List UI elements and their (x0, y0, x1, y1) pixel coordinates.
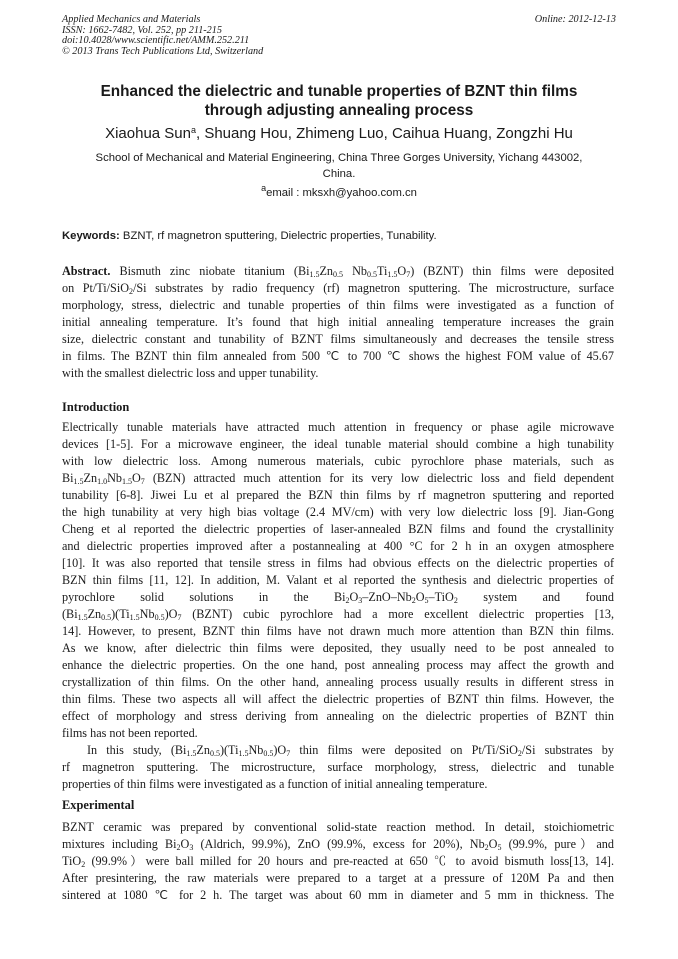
author-list (62, 124, 616, 144)
body-line: enhance the dielectric properties. On the one hand, post annealing process may affect the growth and (62, 658, 614, 672)
body-line: devices [1-5]. For a microwave engineer, the ideal tunable material should combine a high tunability (62, 437, 614, 451)
body-line: and dielectric properties improved after a postannealing at 400 °C for 2 h in an oxygen atmosphere (62, 539, 614, 553)
section-heading-experimental: Experimental (62, 798, 135, 812)
title-line-2: through adjusting annealing process (204, 102, 474, 119)
keywords-label: Keywords: (62, 230, 120, 242)
body-line: sintered at 1080 ℃ for 2 h. The target was about 60 mm in diameter and 5 mm in thickness. The (62, 888, 614, 902)
email-text: email : mksxh@yahoo.com.cn (266, 187, 417, 199)
body-line: As we know, after dielectric thin films were deposited, they usually need to be post annealed to (62, 641, 614, 655)
title-line-1: Enhanced the dielectric and tunable properties of BZNT thin films (100, 83, 578, 100)
body-line: effect of morphology and stress deriving from annealing on the dielectric properties of BZNT thin (62, 709, 614, 723)
body-line: properties of thin films were investigated as a function of initial annealing temperature. (62, 777, 488, 791)
abstract-line: initial annealing temperature. It’s found that high initial annealing temperature increases the grain (62, 315, 614, 329)
body-line: 14]. However, to present, BZNT thin films have not drawn much more attention than BZN thin films. (62, 624, 614, 638)
body-line: crystallization of thin films. On the other hand, annealing process usually results in different stress in (62, 675, 614, 689)
body-line: films has not been reported. (62, 726, 198, 740)
body-line: pyrochlore solid solutions in the $Bi_2O_3-ZnO-Nb_2O_5-TiO_2$ system and found (62, 590, 614, 605)
running-header (62, 15, 616, 57)
body-line: Cheng et al reported the dielectric properties of laser-annealed BZN films and found the crystallinity (62, 522, 614, 536)
abstract-line: in films. The BZNT thin film annealed from 500 ℃ to 700 ℃ shows the highest FOM value of 45.67 (62, 349, 614, 363)
paper-title (62, 82, 616, 120)
body-line: TiO$_2$ (99.9%）were ball milled for 20 hours and pre-reacted at 650 ℃ to avoid bismuth loss[13, 14]. (62, 854, 614, 869)
body-line: tunability [6-8]. Jiwei Lu et al prepared the BZN thin films by rf magnetron sputtering and reported (62, 488, 614, 502)
body-line: BZN thin films [11, 12]. In addition, M. Valant et al reported the synthesis and dielectric properties of (62, 573, 614, 587)
body-line: In this study, $(Bi_{1.5}Zn_{0.5})(Ti_{1.5}Nb_{0.5})O_7$ thin films were deposited on Pt/Ti/SiO$_2$/Si substrates by (87, 743, 614, 758)
keywords-text: BZNT, rf magnetron sputtering, Dielectric properties, Tunability. (119, 230, 437, 242)
body-line: mixtures including $Bi_2O_3$ (Aldrich, 99.9%), ZnO (99.9%, excess for 20%), $Nb_2O_5$ (99.9%, pure）and (62, 837, 614, 852)
body-line: Electrically tunable materials have attracted much attention in frequency or phase agile microwave (62, 420, 614, 434)
abstract-line: on Pt/Ti/SiO$_2$/Si substrates by radio frequency (rf) magnetron sputtering. The microstructure, surface (62, 281, 614, 296)
abstract-line: Abstract. Bismuth zinc niobate titanium ($Bi_{1.5}Zn_{0.5}$ $Nb_{0.5}Ti_{1.5}O_7$) (BZNT) thin films were deposited (62, 264, 614, 279)
affiliation-line-2: China. (322, 167, 356, 180)
experimental-body (62, 819, 614, 904)
body-line: thin films. These two aspects all will affect the dielectric properties of BZNT thin films. However, the (62, 692, 614, 706)
author-first: Xiaohua Sun (105, 125, 191, 142)
body-line: with low dielectric loss. Among numerous materials, cubic pyrochlore phase materials, such as (62, 454, 614, 468)
abstract-line: size, dielectric constant and tunability of BZNT films simultaneously and decreases the tensile stress (62, 332, 614, 346)
affiliation (62, 151, 616, 182)
doi-line: doi:10.4028/www.scientific.net/AMM.252.211 (62, 35, 250, 47)
abstract (62, 263, 614, 382)
abstract-label: Abstract. (62, 264, 111, 278)
body-line: the high tunability at very high bias voltage (2.4 MV/cm) with very low dielectric loss [9]. Jian-Gong (62, 505, 614, 519)
body-line: After presintering, the raw materials were prepared to a target at a pressure of 120M Pa and then (62, 871, 614, 885)
author-affil-mark: a (190, 125, 196, 135)
abstract-line: morphology, stress, dielectric and tunable properties of thin films were investigated as a function of (62, 298, 614, 312)
issn-line: ISSN: 1662-7482, Vol. 252, pp 211-215 (62, 24, 222, 36)
author-email (62, 183, 616, 200)
email-affil-mark: a (261, 183, 267, 193)
body-line: $(Bi_{1.5}Zn_{0.5})(Ti_{1.5}Nb_{0.5})O_7$ (BZNT) cubic pyrochlore had a more excellent dielectric properties [13, (62, 607, 614, 622)
abstract-line: with the smallest dielectric loss and upper tunability. (62, 366, 319, 380)
affiliation-line-1: School of Mechanical and Material Engineering, China Three Gorges University, Yichang 443002, (95, 152, 583, 164)
keywords (62, 229, 616, 243)
body-line: BZNT ceramic was prepared by conventional solid-state reaction method. In detail, stoichiometric (62, 820, 614, 834)
journal-name: Applied Mechanics and Materials (62, 14, 201, 25)
introduction-body (62, 419, 614, 793)
body-line: rf magnetron sputtering. The microstructure, surface morphology, stress, dielectric and tunable (62, 760, 614, 774)
body-line: $Bi_{1.5}Zn_{1.0}Nb_{1.5}O_7$ (BZN) attracted much attention for its very low dielectric loss and field dependent (62, 471, 614, 486)
section-heading-introduction: Introduction (62, 400, 130, 414)
body-line: [10]. It was also reported that tensile stress in films had obvious effects on the dielectric properties of (62, 556, 614, 570)
author-rest: , Shuang Hou, Zhimeng Luo, Caihua Huang, Zongzhi Hu (196, 125, 573, 142)
online-date: Online: 2012-12-13 (534, 14, 616, 25)
copyright-line: © 2013 Trans Tech Publications Ltd, Switzerland (62, 45, 264, 57)
